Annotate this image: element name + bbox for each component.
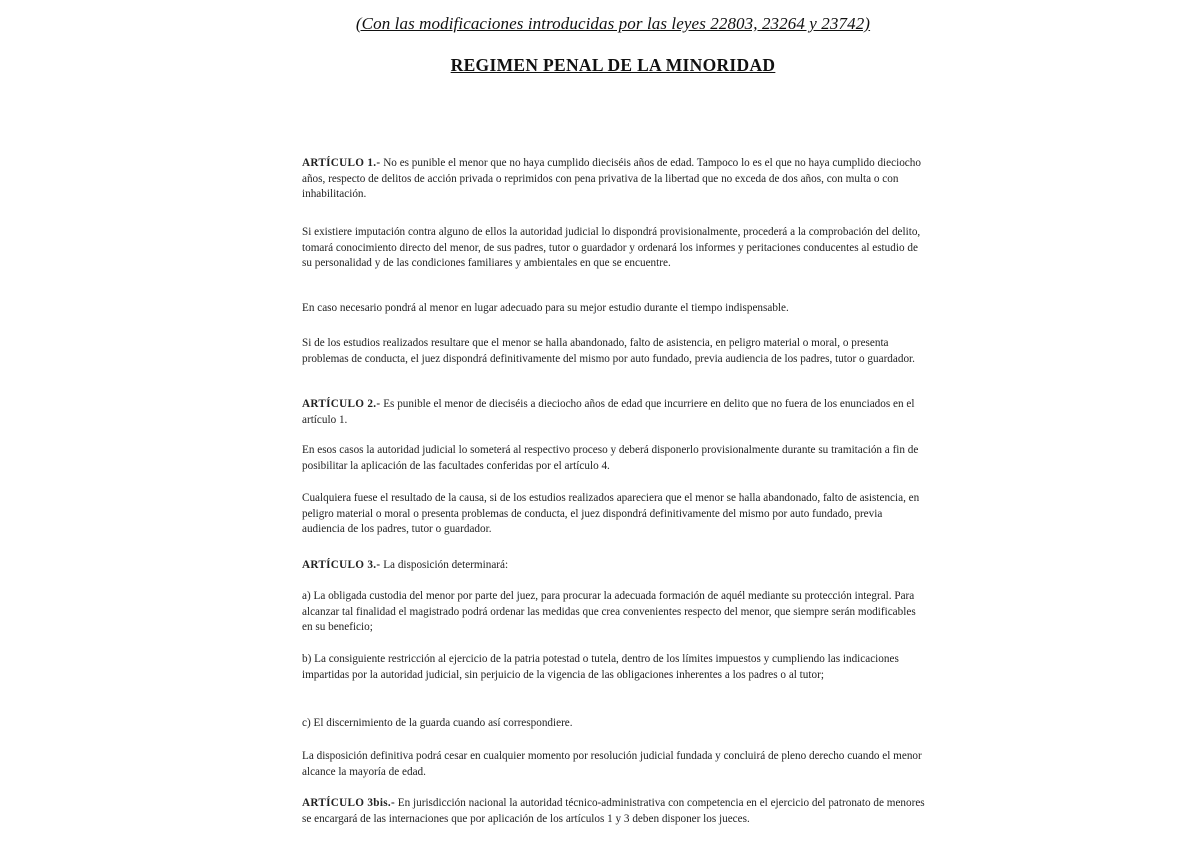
- document-subtitle: (Con las modificaciones introducidas por las leyes 22803, 23264 y 23742): [355, 14, 871, 33]
- paragraph-text: En caso necesario pondrá al menor en lugar adecuado para su mejor estudio durante el tiempo indispensable.: [302, 302, 789, 314]
- paragraph-art3: [302, 558, 926, 574]
- article-heading: ARTÍCULO 3.-: [302, 559, 381, 571]
- paragraph: [302, 301, 926, 317]
- paragraph-text: Si de los estudios realizados resultare que el menor se halla abandonado, falto de asistencia, en peligro material o moral, o presenta problemas de conducta, el juez dispondrá definitivamente del mismo por auto fundado, previa audiencia de los padres, tutor o guardador.: [302, 337, 915, 365]
- paragraph: [302, 652, 926, 683]
- article-heading: ARTÍCULO 3bis.-: [302, 797, 395, 809]
- paragraph-text: Si existiere imputación contra alguno de ellos la autoridad judicial lo dispondrá provisionalmente, procederá a la comprobación del delito, tomará conocimiento directo del menor, de sus padres, tutor o guardador y ordenará los informes y peritaciones conducentes al estudio de su personalidad y de las condiciones familiares y ambientales en que se encuentre.: [302, 226, 921, 269]
- paragraph: [302, 589, 926, 636]
- paragraph-text: La disposición definitiva podrá cesar en cualquier momento por resolución judicial fundada y concluirá de pleno derecho cuando el menor alcance la mayoría de edad.: [302, 750, 922, 778]
- document-title: REGIMEN PENAL DE LA MINORIDAD: [450, 55, 776, 75]
- paragraph: [302, 225, 926, 272]
- paragraph-art3bis: [302, 796, 926, 827]
- paragraph-text: Cualquiera fuese el resultado de la causa, si de los estudios realizados apareciera que el menor se halla abandonado, falto de asistencia, en peligro material o moral o presenta problemas de conducta, el juez dispondrá definitivamente del mismo por auto fundado, previa audiencia de los padres, tutor o guardador.: [302, 492, 920, 535]
- article-heading: ARTÍCULO 1.-: [302, 157, 381, 169]
- paragraph-text: La disposición determinará:: [380, 559, 509, 571]
- paragraph-text: En jurisdicción nacional la autoridad técnico-administrativa con competencia en el ejercicio del patronato de menores se encargará de las internaciones que por aplicación de los artículos 1 y 3 deben disponer los jueces.: [302, 797, 925, 825]
- paragraph: [302, 443, 926, 474]
- paragraph: [302, 749, 926, 780]
- paragraph-text: b) La consiguiente restricción al ejercicio de la patria potestad o tutela, dentro de los límites impuestos y cumpliendo las indicaciones impartidas por la autoridad judicial, sin perjuicio de la vigencia de las obligaciones inherentes a los padres o al tutor;: [302, 653, 899, 681]
- paragraph-text: c) El discernimiento de la guarda cuando así correspondiere.: [302, 717, 573, 729]
- paragraph-text: No es punible el menor que no haya cumplido dieciséis años de edad. Tampoco lo es el que no haya cumplido dieciocho años, respecto de delitos de acción privada o reprimidos con pena privativa de la libertad que no exceda de dos años, con multa o con inhabilitación.: [302, 157, 921, 200]
- paragraph-art1: [302, 156, 926, 203]
- paragraph: [302, 716, 926, 732]
- article-heading: ARTÍCULO 2.-: [302, 398, 381, 410]
- paragraph-text: Es punible el menor de dieciséis a dieciocho años de edad que incurriere en delito que no fuera de los enunciados en el artículo 1.: [302, 398, 915, 426]
- paragraph-art2: [302, 397, 926, 428]
- paragraph-text: En esos casos la autoridad judicial lo someterá al respectivo proceso y deberá disponerlo provisionalmente durante su tramitación a fin de posibilitar la aplicación de las facultades conferidas por el artículo 4.: [302, 444, 919, 472]
- paragraph-text: a) La obligada custodia del menor por parte del juez, para procurar la adecuada formación de aquél mediante su protección integral. Para alcanzar tal finalidad el magistrado podrá ordenar las medidas que crea convenientes respecto del menor, que siempre serán modificables en su beneficio;: [302, 590, 916, 633]
- paragraph: [302, 491, 926, 538]
- paragraph: [302, 336, 926, 367]
